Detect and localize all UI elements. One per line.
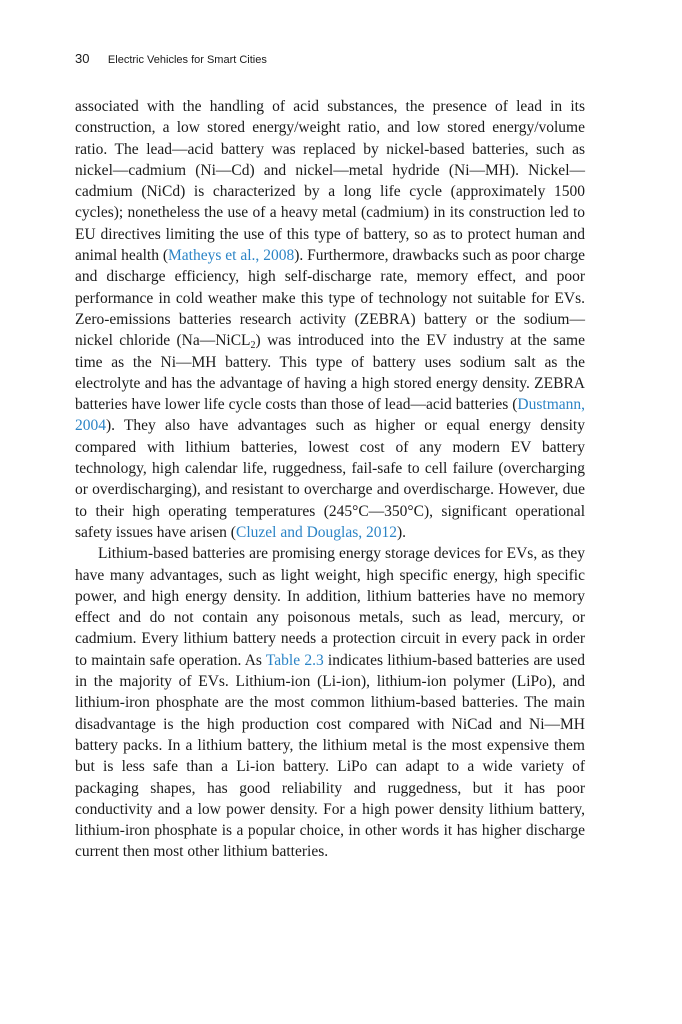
running-title: Electric Vehicles for Smart Cities	[107, 54, 267, 66]
citation-dustmann-2004[interactable]: Dustmann, 2004	[75, 396, 585, 435]
paragraph-1-text-2: ). Furthermore, drawbacks such as poor charge and discharge efficiency, high self-discharge rate, memory effect, and poor performance in cold weather make this type of technology not suitable for EVs. Zero-emissions batteries research activity (ZEBRA) battery or the sodium—nickel chloride (Na—NiCL	[75, 247, 585, 350]
paragraph-1-text-1: associated with the handling of acid substances, the presence of lead in its construction, a low stored energy/weight ratio, and low stored energy/volume ratio. The lead—acid battery was replaced by nickel-based batteries, such as nickel—cadmium (Ni—Cd) and nickel—metal hydride (Ni—MH). Nickel—cadmium (NiCd) is characterized by a long life cycle (approximately 1500 cycles); nonetheless the use of a heavy metal (cadmium) in its construction led to EU directives limiting the use of this type of battery, so as to protect human and animal health (	[75, 98, 585, 265]
subscript-2: 2	[250, 340, 256, 352]
body-text	[75, 96, 585, 863]
citation-cluzel-douglas-2012[interactable]: Cluzel and Douglas, 2012	[235, 523, 397, 541]
paragraph-1	[75, 96, 585, 543]
table-2-3-link[interactable]: Table 2.3	[265, 651, 324, 669]
paragraph-2-text-2: indicates lithium-based batteries are used in the majority of EVs. Lithium-ion (Li-ion), lithium-ion polymer (LiPo), and lithium-iron phosphate are the most common lithium-based batteries. The main disadvantage is the high production cost compared with NiCad and Ni—MH battery packs. In a lithium battery, the lithium metal is the most expensive them but is less safe than a Li-ion battery. LiPo can adapt to a wide variety of packaging shapes, has good reliability and ruggedness, but it has poor conductivity and a low power density. For a high power density lithium battery, lithium-iron phosphate is a popular choice, in other words it has higher discharge current then most other lithium batteries.	[75, 651, 585, 861]
paragraph-2-text-1: Lithium-based batteries are promising energy storage devices for EVs, as they have many advantages, such as light weight, high specific energy, high specific power, and high energy density. In addition, lithium batteries have no memory effect and do not contain any poisonous metals, such as lead, mercury, or cadmium. Every lithium battery needs a protection circuit in every pack in order to maintain safe operation. As	[75, 545, 585, 669]
paragraph-1-text-5: ).	[397, 523, 407, 541]
page-number: 30	[75, 51, 90, 66]
paragraph-1-text-4: ). They also have advantages such as higher or equal energy density compared with lithium batteries, lowest cost of any modern EV battery technology, high calendar life, ruggedness, fail-safe to cell failure (overcharging or overdischarging), and resistant to overcharge and overdischarge. However, due to their high operating temperatures (245°C—350°C), significant operational safety issues have arisen (	[75, 417, 585, 541]
page-header	[75, 50, 267, 68]
paragraph-1-text-3: ) was introduced into the EV industry at the same time as the Ni—MH battery. This type of battery uses sodium salt as the electrolyte and has the advantage of having a high stored energy density. ZEBRA batteries have lower life cycle costs than those of lead—acid batteries (	[75, 332, 585, 414]
citation-matheys-2008[interactable]: Matheys et al., 2008	[168, 247, 295, 265]
paragraph-2	[75, 543, 585, 862]
